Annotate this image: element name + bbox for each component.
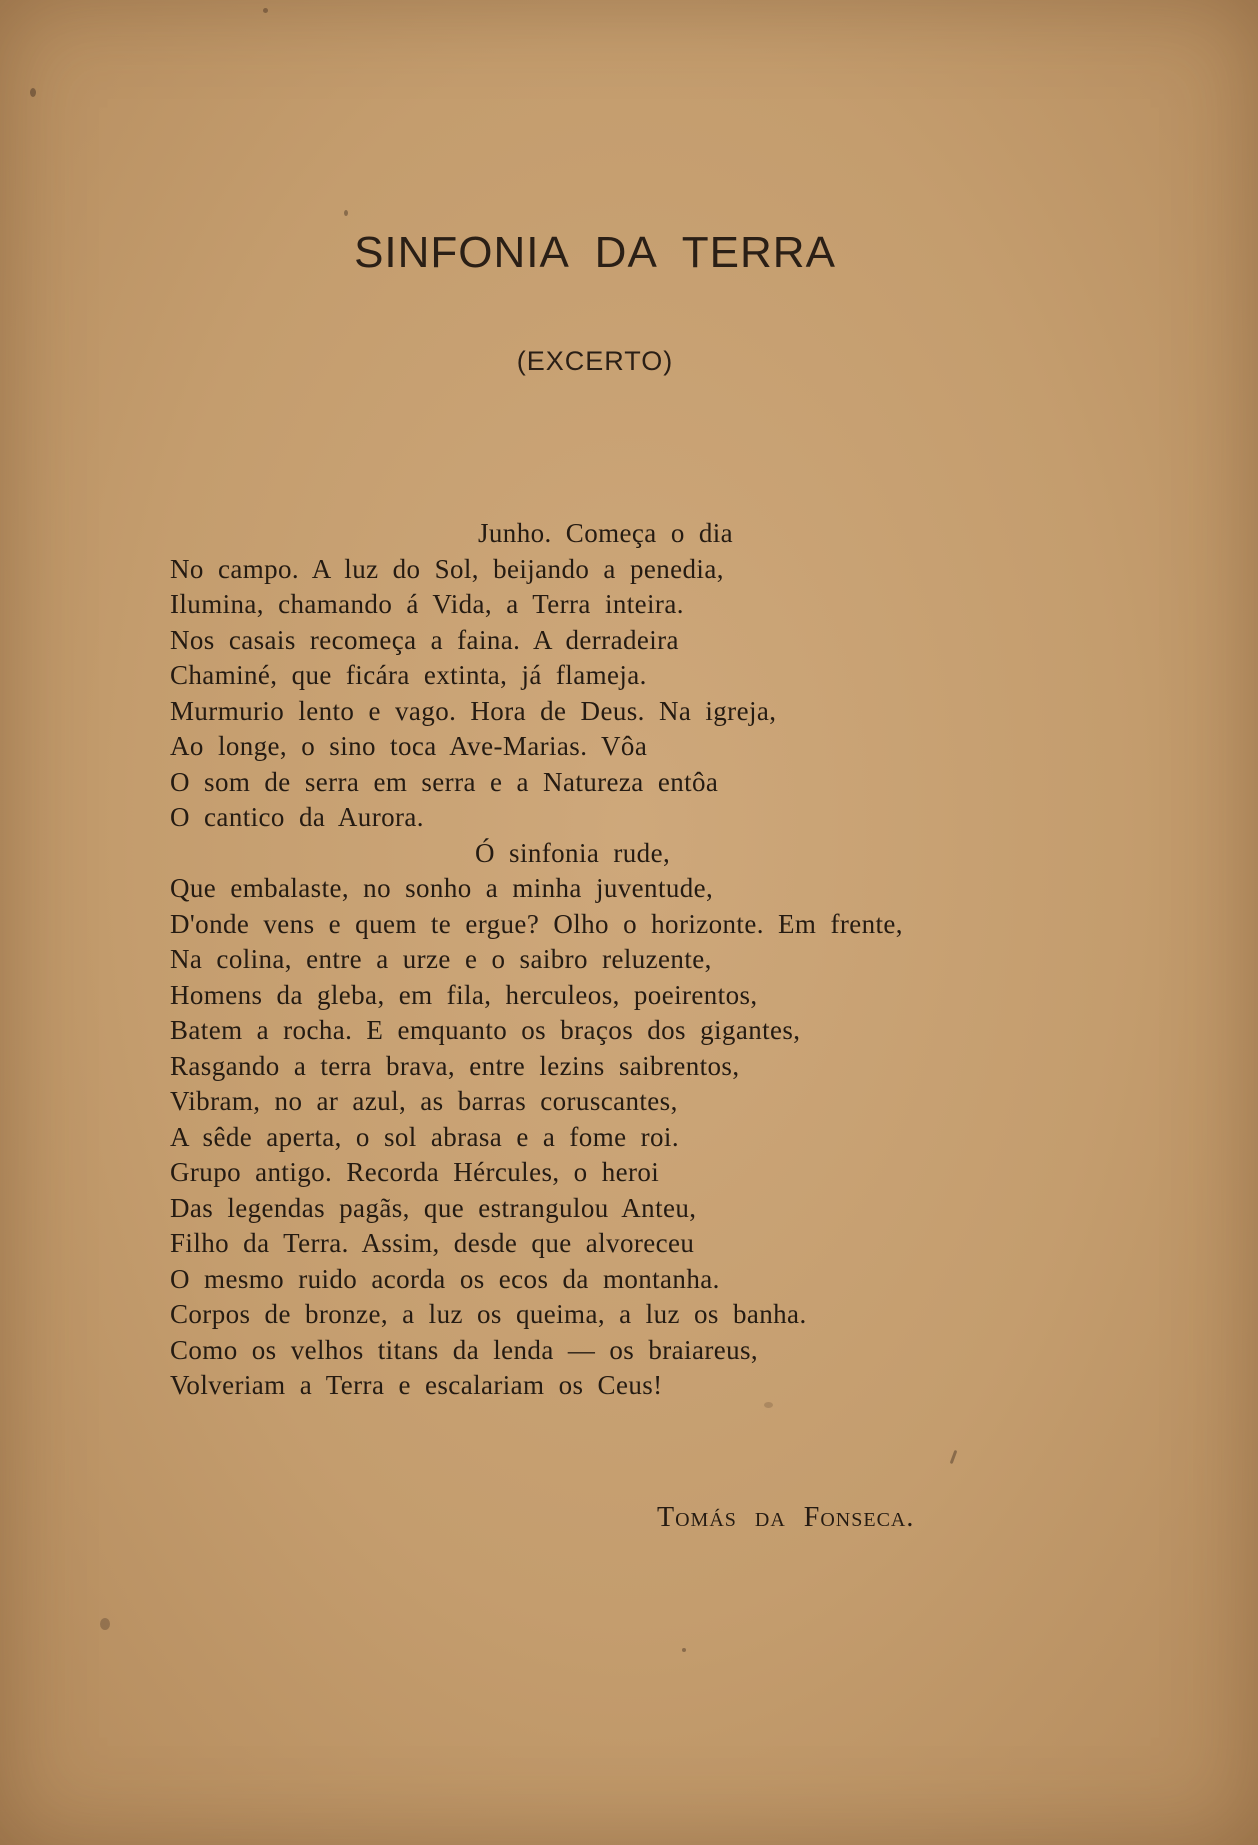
poem-line: D'onde vens e quem te ergue? Olho o horizonte. Em frente, — [170, 908, 903, 939]
poem-line: Ao longe, o sino toca Ave-Marias. Vôa — [170, 731, 648, 761]
poem-line: Vibram, no ar azul, as barras coruscantes, — [170, 1086, 678, 1116]
poem-line: Rasgando a terra brava, entre lezins saibrentos, — [170, 1050, 740, 1081]
poem-line: Como os velhos titans da lenda — os braiareus, — [170, 1334, 759, 1365]
poem-line: Grupo antigo. Recorda Hércules, o heroi — [170, 1157, 660, 1187]
poem-line: A sêde aperta, o sol abrasa e a fome roi. — [170, 1121, 679, 1152]
poem-line: Murmurio lento e vago. Hora de Deus. Na igreja, — [170, 695, 777, 726]
poem-subtitle: (EXCERTO) — [516, 346, 674, 376]
poem-line: Na colina, entre a urze e o saibro reluzente, — [170, 944, 712, 974]
poem-line: Que embalaste, no sonho a minha juventude, — [170, 873, 714, 903]
paper-speck — [263, 8, 268, 13]
poem-line: Filho da Terra. Assim, desde que alvoreceu — [170, 1228, 695, 1258]
poem-line: Batem a rocha. E emquanto os braços dos gigantes, — [170, 1015, 801, 1045]
poem-line: O som de serra em serra e a Natureza entôa — [170, 766, 719, 797]
poem-line: Homens da gleba, em fila, herculeos, poeirentos, — [170, 979, 758, 1010]
author-signature: Tomás da Fonseca. — [657, 1502, 915, 1533]
paper-speck — [950, 1450, 958, 1464]
poem-line: Corpos de bronze, a luz os queima, a luz os banha. — [170, 1299, 807, 1329]
poem-body — [170, 516, 1070, 1404]
paper-speck — [344, 210, 348, 216]
poem-line: Nos casais recomeça a faina. A derradeira — [170, 624, 679, 655]
poem-line: Volveriam a Terra e escalariam os Ceus! — [170, 1370, 663, 1400]
poem-line: O cantico da Aurora. — [170, 802, 424, 832]
poem-line: O mesmo ruido acorda os ecos da montanha. — [170, 1263, 720, 1294]
paper-speck — [682, 1648, 686, 1652]
poem-line: Chaminé, que ficára extinta, já flameja. — [170, 660, 647, 690]
paper-speck — [30, 88, 36, 97]
poem-line: Ilumina, chamando á Vida, a Terra inteira. — [170, 589, 684, 619]
poem-line: No campo. A luz do Sol, beijando a penedia, — [170, 553, 724, 584]
poem-line: Junho. Começa o dia — [478, 518, 734, 548]
paper-speck — [100, 1618, 110, 1630]
poem-title: SINFONIA DA TERRA — [354, 228, 836, 277]
poem-line: Ó sinfonia rude, — [475, 837, 671, 868]
poem-line: Das legendas pagãs, que estrangulou Anteu, — [170, 1192, 697, 1223]
